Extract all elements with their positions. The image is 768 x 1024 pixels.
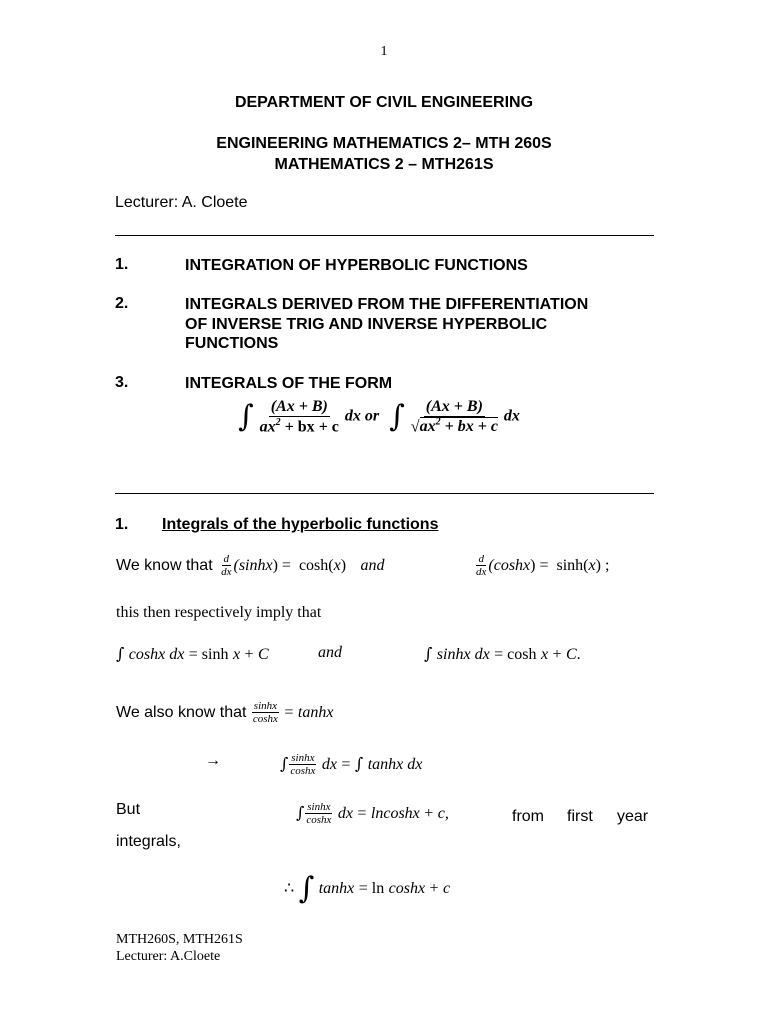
derivative-cosh-expr: $\frac{d}{dx}$ (coshx) = sinh(x) ; <box>476 553 610 579</box>
footer-lecturer: Lecturer: A.Cloete <box>116 949 221 964</box>
arrow-implication-line: → <box>205 752 221 769</box>
section-1-number: 1. <box>115 516 129 533</box>
tanh-definition-line: We also know that $\frac{\sinh x}{\cosh x}$ = tanhx <box>116 700 334 726</box>
but-word: But <box>116 801 141 818</box>
from-word: from <box>512 808 544 825</box>
department-heading: DEPARTMENT OF CIVIL ENGINEERING <box>234 94 534 111</box>
outline-2-title-line3: FUNCTIONS <box>185 335 279 352</box>
outline-2-number: 2. <box>115 295 129 312</box>
section-1-title: Integrals of the hyperbolic functions <box>162 516 439 533</box>
divider-bottom <box>115 493 654 494</box>
page-number: 1 <box>380 44 388 59</box>
we-also-know-text: We also know that <box>116 703 247 721</box>
outline-3-number: 3. <box>115 374 129 391</box>
integral-cosh-expr: ∫ coshx dx = sinh x + C <box>116 644 269 663</box>
or-word: or <box>364 407 380 425</box>
divider-top <box>115 235 654 236</box>
integral-sign: ∫ <box>389 398 405 434</box>
course-title-line2: MATHEMATICS 2 – MTH261S <box>274 156 494 173</box>
first-word: first <box>567 808 593 825</box>
outline-1-number: 1. <box>115 256 129 273</box>
tanh-integral-result: ∴ ∫ tanhx = ln coshx + c <box>284 871 451 906</box>
lecturer-line: Lecturer: A. Cloete <box>115 194 248 211</box>
derivative-line: We know that $\frac{d}{dx}$ (sinhx) = cosh(x) and <box>116 553 385 579</box>
and-word-2: and <box>318 644 342 661</box>
outline-2-title-line2: OF INVERSE TRIG AND INVERSE HYPERBOLIC <box>185 316 548 333</box>
year-word: year <box>617 808 649 825</box>
outline-3-title: INTEGRALS OF THE FORM <box>185 375 393 392</box>
tanh-integral-equivalence: ∫ $\frac{\sinh x}{\cosh x}$ dx = ∫ tanhx dx <box>280 752 423 778</box>
rational-fraction: $\frac{(Ax + B)}{ax^2 + bx + c}$ <box>259 398 339 435</box>
integral-sign: ∫ <box>238 398 254 434</box>
outline-2-title-line1: INTEGRALS DERIVED FROM THE DIFFERENTIATION <box>185 296 589 313</box>
outline-1-title: INTEGRATION OF HYPERBOLIC FUNCTIONS <box>185 257 528 274</box>
integrals-word: integrals, <box>116 833 181 850</box>
integral-form-formula: ∫ $\frac{(Ax + B)}{ax^2 + bx + c}$ dx or ∫ $\frac{(Ax + B)}{√ax^2 + bx + c}$ dx <box>238 398 520 435</box>
we-know-that-text: We know that <box>116 556 213 574</box>
root-fraction: $\frac{(Ax + B)}{√ax^2 + bx + c}$ <box>410 398 498 435</box>
and-word: and <box>360 556 385 574</box>
ln-cosh-result: ∫ $\frac{\sinh x}{\cosh x}$ dx = lncoshx + c, <box>296 801 449 827</box>
integral-sinh-expr: ∫ sinhx dx = cosh x + C. <box>424 644 581 663</box>
footer-course-codes: MTH260S, MTH261S <box>116 932 243 947</box>
respectively-imply-text: this then respectively imply that <box>116 604 322 621</box>
course-title-line1: ENGINEERING MATHEMATICS 2– MTH 260S <box>216 135 552 152</box>
